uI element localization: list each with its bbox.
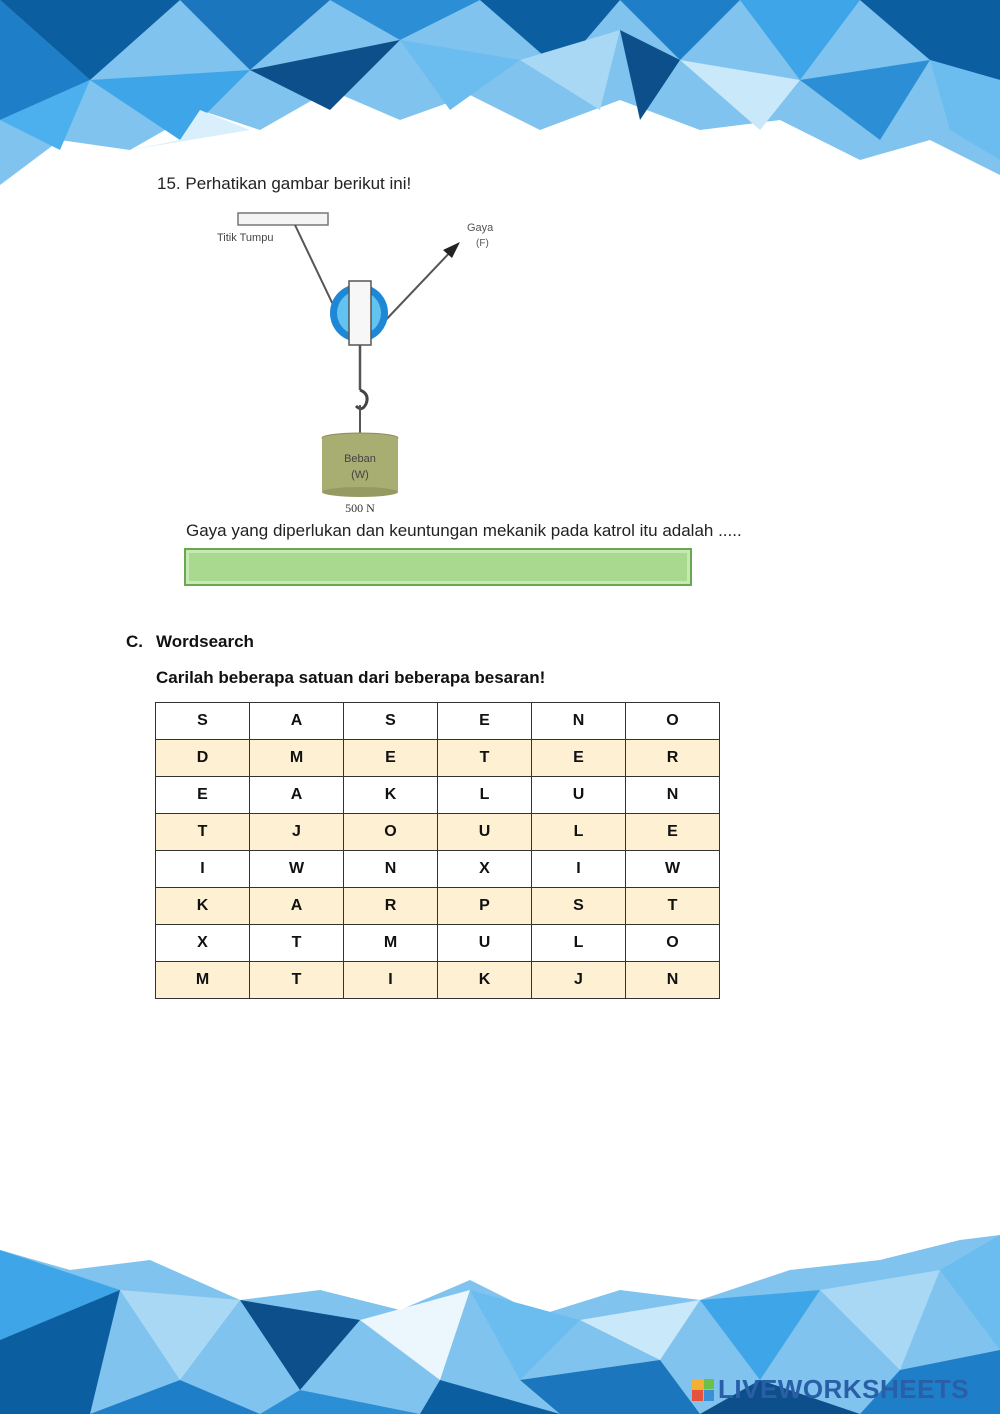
fixed-rope [295, 225, 337, 313]
grid-cell[interactable]: T [250, 962, 344, 999]
grid-cell[interactable]: T [626, 888, 720, 925]
grid-cell[interactable]: S [344, 703, 438, 740]
wordsearch-grid [155, 702, 720, 999]
grid-row [156, 851, 720, 888]
grid-cell[interactable]: E [438, 703, 532, 740]
grid-cell[interactable]: O [626, 703, 720, 740]
grid-cell[interactable]: J [250, 814, 344, 851]
grid-cell[interactable]: W [626, 851, 720, 888]
answer-input[interactable] [184, 548, 692, 586]
grid-row [156, 740, 720, 777]
brand-logo-icon [692, 1379, 714, 1401]
grid-cell[interactable]: N [626, 777, 720, 814]
grid-cell[interactable]: X [438, 851, 532, 888]
grid-cell[interactable]: S [156, 703, 250, 740]
grid-cell[interactable]: U [438, 814, 532, 851]
grid-cell[interactable]: S [532, 888, 626, 925]
grid-cell[interactable]: K [344, 777, 438, 814]
pulley-bracket [349, 281, 371, 345]
grid-cell[interactable]: I [344, 962, 438, 999]
grid-row [156, 703, 720, 740]
grid-cell[interactable]: D [156, 740, 250, 777]
grid-cell[interactable]: M [344, 925, 438, 962]
grid-row [156, 962, 720, 999]
pulley-diagram [205, 205, 545, 520]
load-box [322, 438, 398, 492]
grid-cell[interactable]: A [250, 777, 344, 814]
grid-cell[interactable]: J [532, 962, 626, 999]
support-bar [238, 213, 328, 225]
section-instruction: Carilah beberapa satuan dari beberapa besaran! [156, 668, 546, 687]
grid-cell[interactable]: R [626, 740, 720, 777]
section-number: C. [126, 632, 143, 651]
grid-cell[interactable]: L [532, 814, 626, 851]
section-heading [126, 632, 254, 652]
grid-cell[interactable]: E [532, 740, 626, 777]
grid-cell[interactable]: E [344, 740, 438, 777]
grid-cell[interactable]: P [438, 888, 532, 925]
question-text: 15. Perhatikan gambar berikut ini! [157, 174, 412, 193]
force-label: Gaya [467, 222, 494, 234]
liveworksheets-brand [692, 1374, 969, 1405]
grid-cell[interactable]: U [438, 925, 532, 962]
grid-cell[interactable]: A [250, 888, 344, 925]
grid-cell[interactable]: I [532, 851, 626, 888]
grid-row [156, 777, 720, 814]
section-title: Wordsearch [156, 632, 254, 651]
grid-cell[interactable]: T [438, 740, 532, 777]
grid-cell[interactable]: T [250, 925, 344, 962]
top-banner [0, 0, 1000, 200]
grid-cell[interactable]: N [532, 703, 626, 740]
grid-cell[interactable]: U [532, 777, 626, 814]
grid-cell[interactable]: O [344, 814, 438, 851]
pivot-label: Titik Tumpu [217, 232, 274, 244]
grid-cell[interactable]: X [156, 925, 250, 962]
grid-cell[interactable]: N [344, 851, 438, 888]
grid-cell[interactable]: M [156, 962, 250, 999]
grid-cell[interactable]: A [250, 703, 344, 740]
force-symbol: (F) [476, 238, 489, 249]
grid-cell[interactable]: L [438, 777, 532, 814]
grid-cell[interactable]: E [156, 777, 250, 814]
grid-cell[interactable]: O [626, 925, 720, 962]
grid-cell[interactable]: K [438, 962, 532, 999]
grid-cell[interactable]: L [532, 925, 626, 962]
load-value: 500 N [345, 501, 375, 515]
grid-cell[interactable]: W [250, 851, 344, 888]
grid-cell[interactable]: N [626, 962, 720, 999]
grid-cell[interactable]: R [344, 888, 438, 925]
grid-cell[interactable]: T [156, 814, 250, 851]
hook [356, 390, 367, 409]
grid-cell[interactable]: K [156, 888, 250, 925]
grid-cell[interactable]: E [626, 814, 720, 851]
grid-row [156, 888, 720, 925]
load-label: Beban [344, 453, 376, 465]
pull-rope [381, 247, 455, 325]
load-symbol: (W) [351, 469, 369, 481]
grid-cell[interactable]: I [156, 851, 250, 888]
grid-row [156, 925, 720, 962]
grid-cell[interactable]: M [250, 740, 344, 777]
brand-text: LIVEWORKSHEETS [718, 1374, 970, 1404]
question-prompt: Gaya yang diperlukan dan keuntungan mekanik pada katrol itu adalah ..... [186, 521, 742, 540]
grid-row [156, 814, 720, 851]
